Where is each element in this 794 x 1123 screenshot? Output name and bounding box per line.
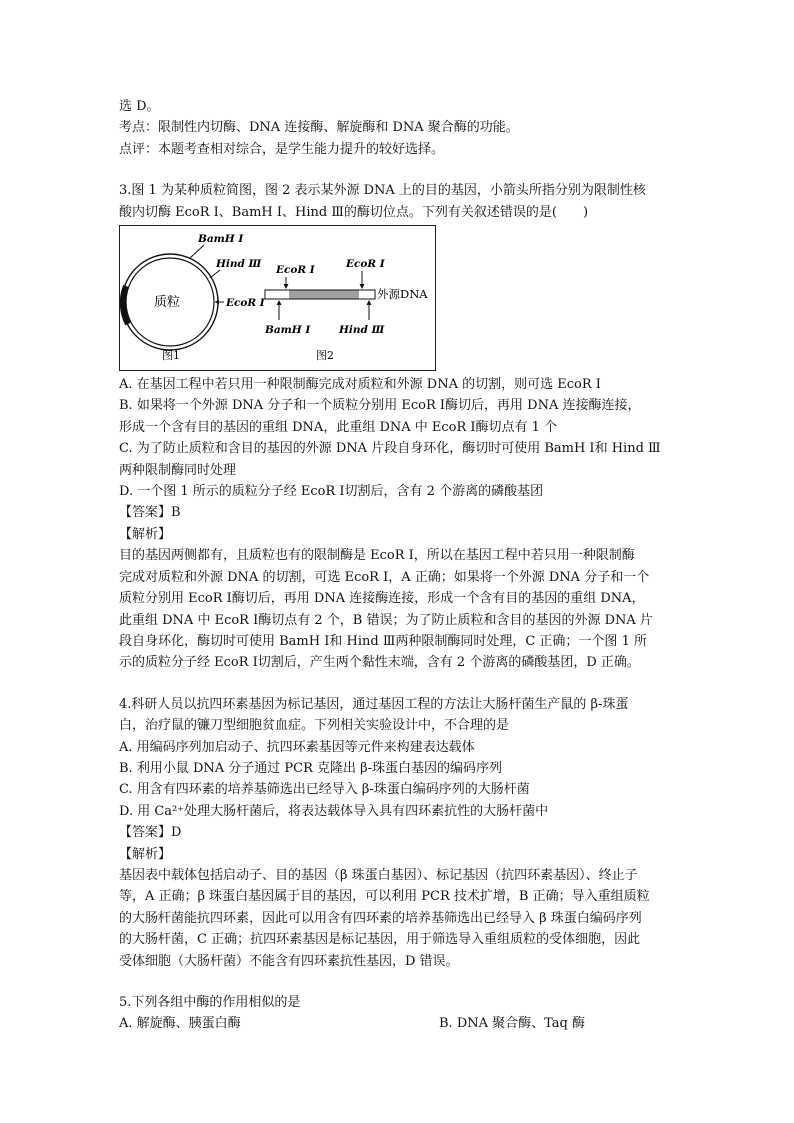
dna-hatching [290, 290, 358, 299]
hind-bottom-label: Hind Ⅲ [339, 324, 385, 337]
ecor-right-arrowhead [360, 284, 365, 289]
bamh-bottom-label: BamH Ⅰ [265, 324, 311, 337]
analysis-text: 质粒分别用 EcoR Ⅰ酶切后，再用 DNA 连接酶连接，形成一个含有目的基因的重组 DNA， [119, 591, 645, 607]
foreign-dna-label: 外源DNA [377, 287, 428, 302]
hind-top-label: Hind Ⅲ [216, 258, 262, 271]
analysis-text: 基因表中载体包括启动子、目的基因（β 珠蛋白基因）、标记基因（抗四环素基因）、终止子 [119, 867, 638, 883]
ecor-plasmid-arrowhead [215, 300, 219, 305]
question-5-stem: 5.下列各组中酶的作用相似的是 [119, 995, 301, 1010]
ecor-right-label: EcoR Ⅰ [346, 258, 385, 271]
text-line: 选 D。 [119, 99, 160, 114]
ecor-plasmid-label: EcoR Ⅰ [226, 297, 265, 310]
text-line: 考点：限制性内切酶、DNA 连接酶、解旋酶和 DNA 聚合酶的功能。 [119, 120, 519, 136]
bamh-top-label: BamH Ⅰ [198, 233, 244, 246]
bamh-bottom-arrowhead [277, 300, 282, 305]
analysis-text: 的大肠杆菌能抗四环素，因此可以用含有四环素的培养基筛选出已经导入 β 珠蛋白编码序列 [119, 910, 642, 926]
text-line: 点评：本题考查相对综合，是学生能力提升的较好选择。 [119, 141, 445, 157]
option-a: A. 用编码序列加启动子、抗四环素基因等元件来构建表达载体 [119, 739, 475, 755]
question-3-stem: 3.图 1 为某种质粒简图，图 2 表示某外源 DNA 上的目的基因，小箭头所指分别为限制性核 [119, 183, 646, 199]
option-b: B. 如果将一个外源 DNA 分子和一个质粒分别用 EcoR Ⅰ酶切后，再用 DNA 连接酶连接， [119, 398, 641, 414]
analysis-text: 完成对质粒和外源 DNA 的切割，可选 EcoR Ⅰ，A 正确；如果将一个外源 DNA 分子和一个 [119, 569, 650, 585]
question-4-stem: 4.科研人员以抗四环素基因为标记基因，通过基因工程的方法让大肠杆菌生产鼠的 β-珠蛋 [119, 696, 629, 712]
plasmid-label: 质粒 [154, 295, 181, 311]
analysis-text: 等，A 正确；β 珠蛋白基因属于目的基因，可以利用 PCR 技术扩增，B 正确；导入重组质粒 [119, 889, 650, 905]
option-b: B. DNA 聚合酶、Taq 酶 [439, 1016, 586, 1032]
answer: 【答案】D [119, 825, 182, 841]
ecor-mid-label: EcoR Ⅰ [276, 264, 315, 277]
analysis-label: 【解析】 [119, 846, 172, 862]
analysis-text: 目的基因两侧都有，且质粒也有的限制酶是 EcoR Ⅰ，所以在基因工程中若只用一种限制酶 [119, 548, 635, 564]
hind-bottom-arrowhead [367, 300, 372, 305]
plasmid-diagram [120, 226, 435, 370]
analysis-label: 【解析】 [119, 526, 172, 542]
question-3-stem: 酸内切酶 EcoR Ⅰ、BamH Ⅰ、Hind Ⅲ的酶切位点。下列有关叙述错误的是( ) [119, 204, 589, 220]
option-d: D. 一个图 1 所示的质粒分子经 EcoR Ⅰ切割后，含有 2 个游离的磷酸基团 [119, 484, 544, 500]
question-5-options [119, 1013, 679, 1034]
figure-1-caption: 图1 [162, 349, 180, 363]
document-page [119, 96, 679, 1035]
hind-top-arrow [210, 270, 220, 278]
plasmid-figure [119, 225, 436, 371]
question-4-stem: 白，治疗鼠的镰刀型细胞贫血症。下列相关实验设计中，不合理的是 [119, 718, 510, 734]
answer: 【答案】B [119, 505, 181, 521]
option-c: C. 为了防止质粒和含目的基因的外源 DNA 片段自身环化，酶切时可使用 BamH Ⅰ和 Hind Ⅲ [119, 441, 661, 457]
option-d: D. 用 Ca²⁺处理大肠杆菌后，将表达载体导入具有四环素抗性的大肠杆菌中 [119, 803, 549, 819]
option-b: B. 利用小鼠 DNA 分子通过 PCR 克隆出 β-珠蛋白基因的编码序列 [119, 760, 503, 776]
analysis-text: 段自身环化，酶切时可使用 BamH Ⅰ和 Hind Ⅲ两种限制酶同时处理，C 正确；一个图 1 所 [119, 633, 647, 649]
analysis-text: 的大肠杆菌，C 正确；抗四环素基因是标记基因，用于筛选导入重组质粒的受体细胞，因此 [119, 932, 641, 948]
figure-2-caption: 图2 [316, 349, 334, 363]
option-c-cont: 两种限制酶同时处理 [119, 462, 237, 478]
ecor-mid-arrowhead [284, 284, 289, 289]
bamh-top-arrow [190, 245, 204, 258]
analysis-text: 此重组 DNA 中 EcoR Ⅰ酶切点有 2 个，B 错误；为了防止质粒和含目的基因的外源 DNA 片 [119, 612, 653, 628]
analysis-text: 示的质粒分子经 EcoR Ⅰ切割后，产生两个黏性末端，含有 2 个游离的磷酸基团，D 正确。 [119, 655, 640, 671]
option-a: A. 解旋酶、胰蛋白酶 [119, 1016, 241, 1032]
option-a: A. 在基因工程中若只用一种限制酶完成对质粒和外源 DNA 的切割，则可选 EcoR Ⅰ [119, 377, 601, 393]
analysis-text: 受体细胞（大肠杆菌）不能含有四环素抗性基因，D 错误。 [119, 953, 459, 969]
option-b-cont: 形成一个含有目的基因的重组 DNA，此重组 DNA 中 EcoR Ⅰ酶切点有 1 个 [119, 419, 558, 435]
option-c: C. 用含有四环素的培养基筛选出已经导入 β-珠蛋白编码序列的大肠杆菌 [119, 782, 530, 798]
gene-segment [123, 286, 128, 324]
